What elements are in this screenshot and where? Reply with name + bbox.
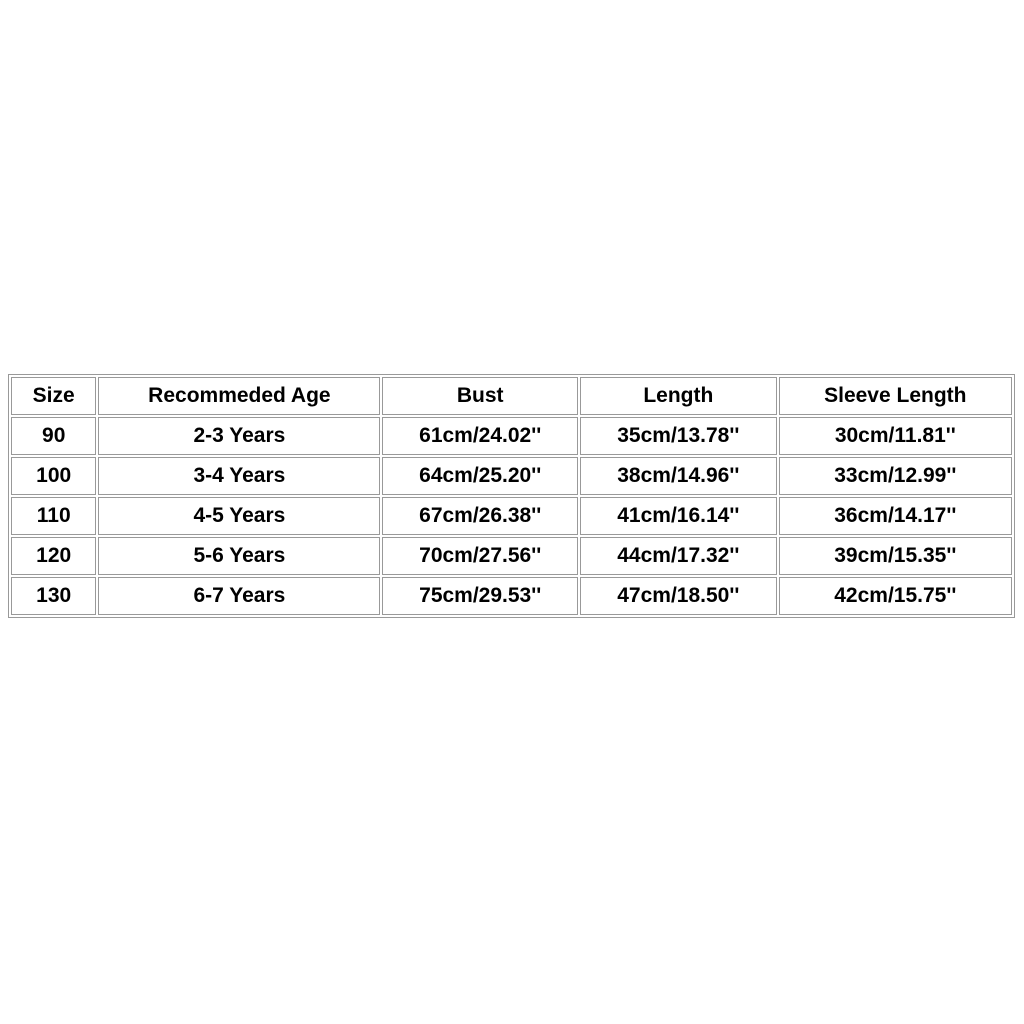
table-cell: 35cm/13.78'' <box>580 417 777 455</box>
table-cell: 3-4 Years <box>98 457 380 495</box>
table-row <box>11 577 1012 615</box>
table-row <box>11 537 1012 575</box>
size-chart-container <box>8 374 1015 618</box>
table-row <box>11 457 1012 495</box>
size-chart-table <box>8 374 1015 618</box>
table-body <box>11 417 1012 615</box>
table-cell: 75cm/29.53'' <box>382 577 578 615</box>
table-cell: 70cm/27.56'' <box>382 537 578 575</box>
table-cell: 100 <box>11 457 96 495</box>
table-cell: 41cm/16.14'' <box>580 497 777 535</box>
table-row <box>11 417 1012 455</box>
column-header: Sleeve Length <box>779 377 1012 415</box>
table-cell: 64cm/25.20'' <box>382 457 578 495</box>
header-row <box>11 377 1012 415</box>
column-header: Size <box>11 377 96 415</box>
table-cell: 42cm/15.75'' <box>779 577 1012 615</box>
table-cell: 110 <box>11 497 96 535</box>
table-row <box>11 497 1012 535</box>
column-header: Bust <box>382 377 578 415</box>
table-cell: 90 <box>11 417 96 455</box>
column-header: Length <box>580 377 777 415</box>
table-cell: 5-6 Years <box>98 537 380 575</box>
column-header: Recommeded Age <box>98 377 380 415</box>
table-cell: 67cm/26.38'' <box>382 497 578 535</box>
table-cell: 44cm/17.32'' <box>580 537 777 575</box>
table-cell: 61cm/24.02'' <box>382 417 578 455</box>
table-cell: 30cm/11.81'' <box>779 417 1012 455</box>
table-cell: 4-5 Years <box>98 497 380 535</box>
table-cell: 33cm/12.99'' <box>779 457 1012 495</box>
table-cell: 47cm/18.50'' <box>580 577 777 615</box>
table-cell: 6-7 Years <box>98 577 380 615</box>
table-cell: 39cm/15.35'' <box>779 537 1012 575</box>
table-cell: 130 <box>11 577 96 615</box>
table-cell: 120 <box>11 537 96 575</box>
table-cell: 38cm/14.96'' <box>580 457 777 495</box>
table-cell: 2-3 Years <box>98 417 380 455</box>
table-cell: 36cm/14.17'' <box>779 497 1012 535</box>
